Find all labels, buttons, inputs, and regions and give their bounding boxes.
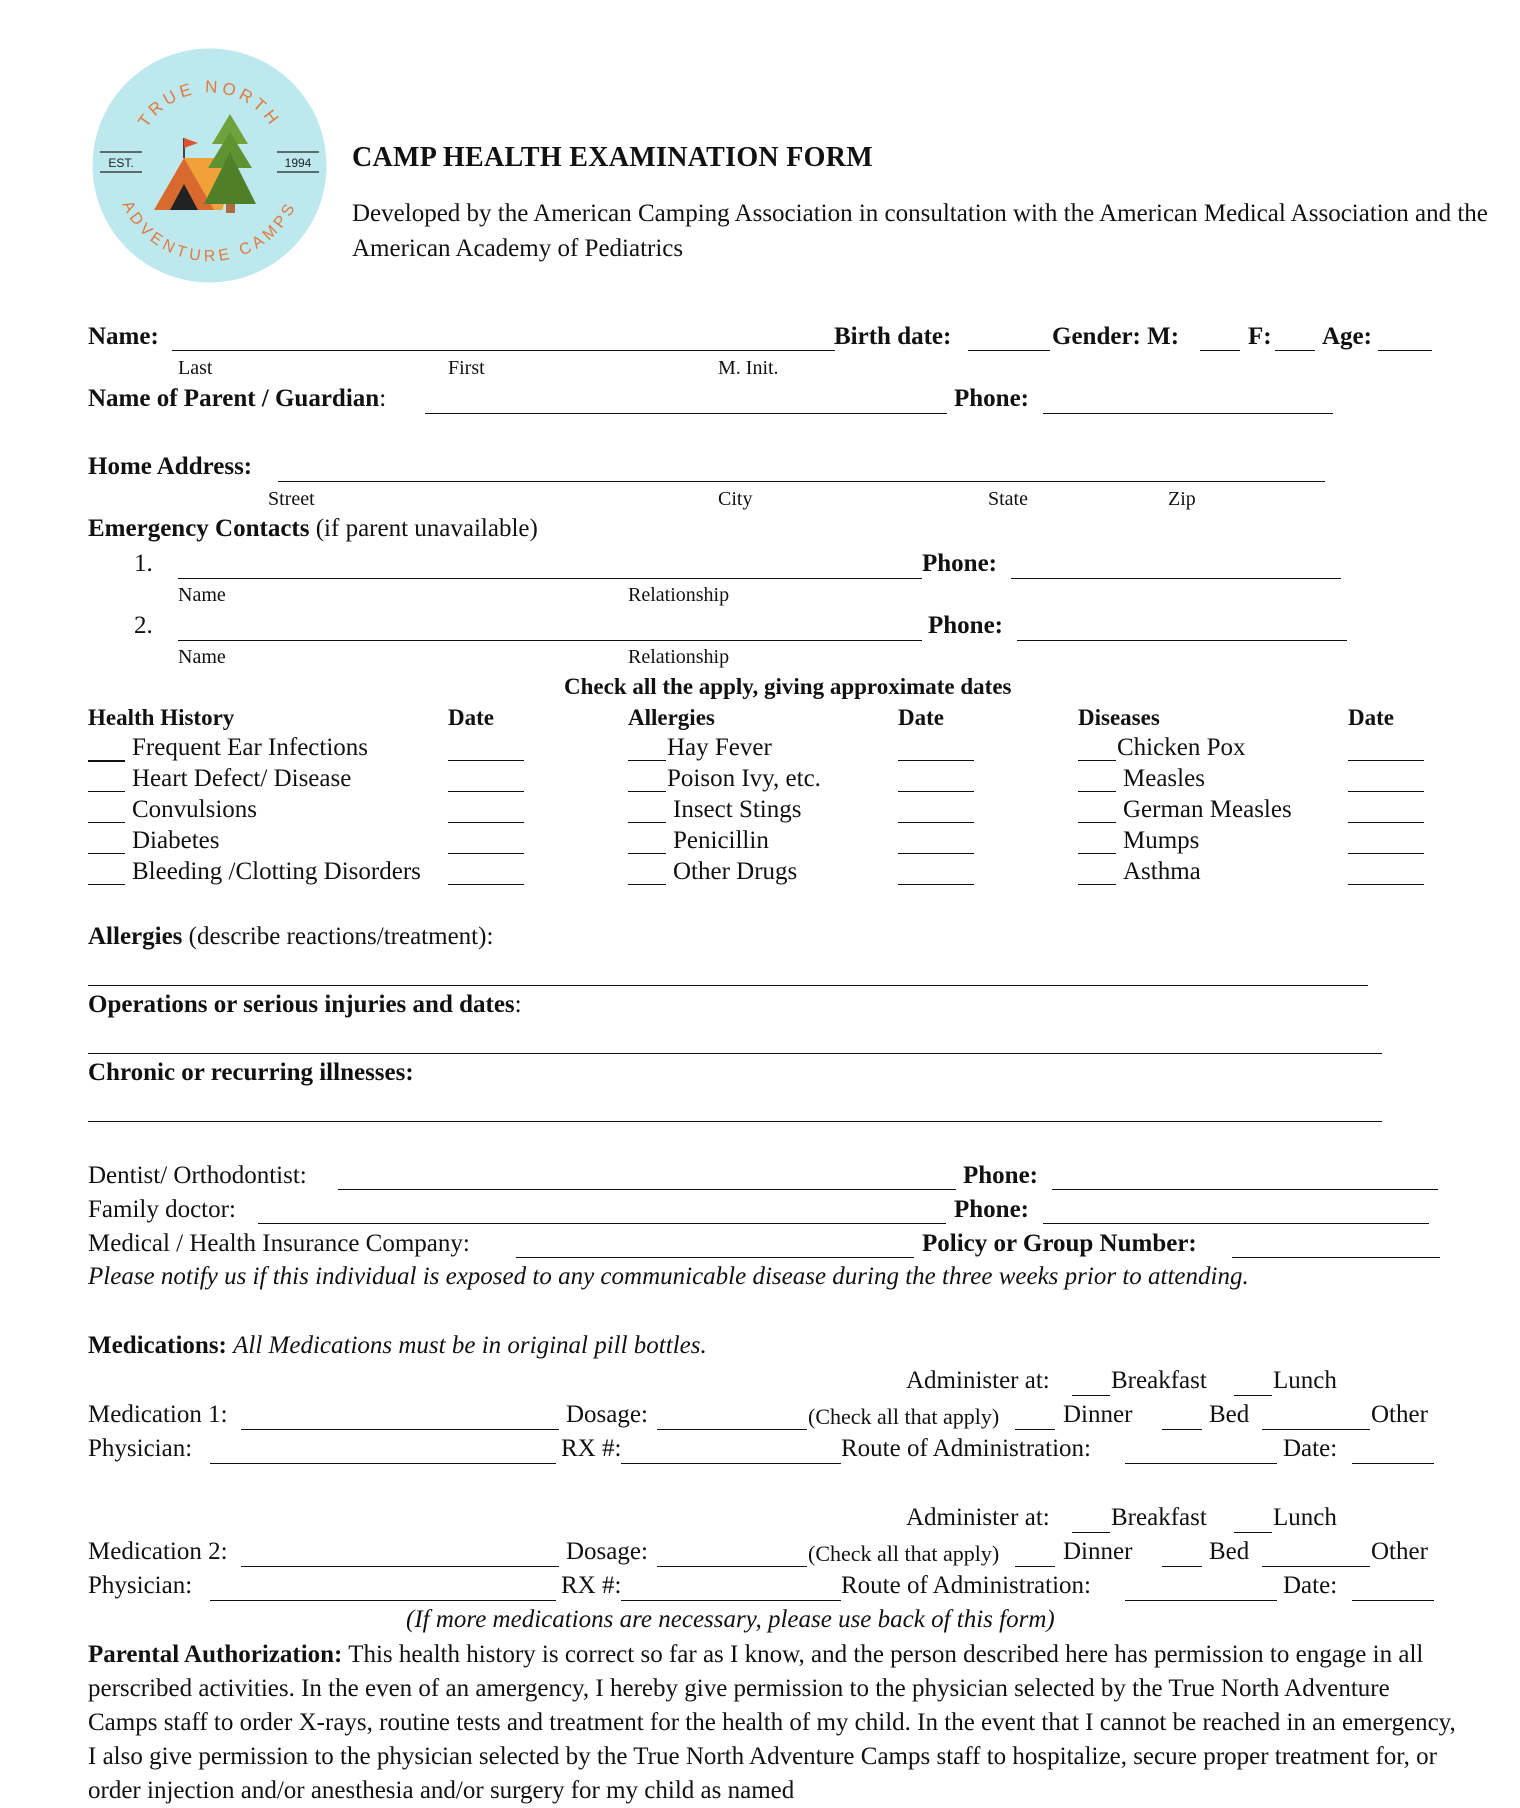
hh-check-3[interactable] [88,822,125,823]
ds-item-1: Chicken Pox [1117,734,1246,761]
sub-street: Street [268,488,315,510]
guardian-field[interactable] [425,413,947,414]
ds-date-3[interactable] [1348,822,1424,823]
health-history-heading: Health History [88,705,235,730]
ds-item-3: German Measles [1123,796,1292,823]
chronic-field[interactable] [88,1121,1382,1122]
med2-physician-label: Physician: [88,1572,193,1599]
med1-label: Medication 1: [88,1401,228,1428]
allergies-describe-field[interactable] [88,985,1368,986]
emergency-1-sub-relationship: Relationship [628,584,730,606]
al-date-3[interactable] [898,822,974,823]
hh-check-1[interactable] [88,760,125,762]
med2-dinner: Dinner [1063,1538,1133,1565]
home-address-label: Home Address: [88,453,253,480]
camp-logo [92,48,327,283]
allergies-date-heading: Date [898,705,944,730]
ds-check-2[interactable] [1078,791,1116,792]
hh-check-5[interactable] [88,884,125,885]
parental-authorization [88,1638,1458,1808]
al-item-3: Insect Stings [673,796,802,823]
ds-date-2[interactable] [1348,791,1424,792]
emergency-1-field[interactable] [178,578,922,579]
operations-label [88,990,522,1020]
logo-est: EST. [108,156,134,170]
med1-physician-field[interactable] [210,1463,556,1464]
med2-other: Other [1371,1538,1428,1565]
al-date-4[interactable] [898,853,974,854]
hh-date-2[interactable] [448,791,524,792]
med2-administer-label: Administer at: [906,1504,1050,1531]
guardian-phone-label: Phone: [954,385,1029,412]
emergency-1-phone-label: Phone: [922,550,997,577]
authorization-label: Parental Authorization: [88,1641,343,1668]
ds-date-5[interactable] [1348,884,1424,885]
med1-breakfast: Breakfast [1111,1367,1207,1394]
guardian-label-text: Name of Parent / Guardian [88,385,380,412]
logo-graphic [92,48,327,283]
chronic-label: Chronic or recurring illnesses: [88,1059,414,1086]
authorization-text: This health history is correct so far as I know, and the person described here has permission to engage in all perscribed activities. In the even of an amergency, I hereby give permission to the physician selected by the True North Adventure Camps staff to order X-rays, routine tests and treatment for the health of my child. In the event that I cannot be reached in an emergency, I also give permission to the physician selected by the True North Adventure Camps staff to hospitalize, secure proper treatment for, or order injection and/or anesthesia and/or surgery for my child as named [88,1641,1456,1804]
sub-state: State [988,488,1028,510]
emergency-1-phone-field[interactable] [1011,578,1341,579]
med1-physician-label: Physician: [88,1435,193,1462]
doctor-label: Family doctor: [88,1196,236,1223]
al-item-1: Hay Fever [667,734,772,761]
age-field[interactable] [1378,350,1432,351]
birth-date-label: Birth date: [834,323,952,350]
age-label: Age: [1322,323,1372,350]
med1-lunch-check[interactable] [1234,1395,1272,1396]
birth-date-field[interactable] [968,350,1050,351]
guardian-colon: : [379,385,387,412]
gender-female-label: F: [1248,323,1272,350]
emergency-contacts-label [88,514,538,544]
insurance-field[interactable] [516,1257,914,1258]
insurance-label: Medical / Health Insurance Company: [88,1230,470,1257]
hh-date-1[interactable] [448,760,524,761]
hh-check-2[interactable] [88,791,125,792]
med2-date-field[interactable] [1352,1600,1434,1601]
dentist-phone-field[interactable] [1052,1189,1438,1190]
operations-label-bold: Operations or serious injuries and dates [88,991,515,1018]
med2-dosage-label: Dosage: [566,1538,648,1565]
hh-item-3: Convulsions [132,796,258,823]
al-date-5[interactable] [898,884,974,885]
al-date-2[interactable] [898,791,974,792]
al-item-5: Other Drugs [673,858,798,885]
medications-label: Medications: [88,1332,227,1359]
sub-minit: M. Init. [718,357,779,379]
med1-administer-label: Administer at: [906,1367,1050,1394]
al-check-3[interactable] [628,822,666,823]
al-check-4[interactable] [628,853,666,854]
emergency-2-phone-label: Phone: [928,612,1003,639]
hh-item-5: Bleeding /Clotting Disorders [132,858,421,885]
med2-physician-field[interactable] [210,1600,556,1601]
ds-date-1[interactable] [1348,760,1424,761]
med1-lunch: Lunch [1273,1367,1337,1394]
med2-other-check[interactable] [1262,1566,1370,1567]
guardian-label [88,384,386,414]
emergency-2-sub-name: Name [178,646,226,668]
gender-label: Gender: M: [1052,323,1180,350]
home-address-field[interactable] [278,481,1325,482]
med2-dosage-field[interactable] [657,1566,807,1567]
emergency-2-field[interactable] [178,640,922,641]
health-history-date-heading: Date [448,705,494,730]
med1-dosage-field[interactable] [657,1429,807,1430]
emergency-note: (if parent unavailable) [309,515,538,542]
emergency-label-text: Emergency Contacts [88,515,310,542]
emergency-2-number: 2. [134,612,153,639]
dentist-phone-label: Phone: [963,1162,1038,1189]
med2-check-note: (Check all that apply) [808,1541,1000,1566]
doctor-phone-label: Phone: [954,1196,1029,1223]
operations-field[interactable] [88,1053,1382,1054]
more-medications-note: (If more medications are necessary, please use back of this form) [406,1606,1055,1633]
sub-city: City [718,488,753,510]
ds-item-5: Asthma [1123,858,1201,885]
diseases-date-heading: Date [1348,705,1394,730]
al-check-1[interactable] [628,760,666,761]
allergies-heading: Allergies [628,705,715,730]
med1-route-label: Route of Administration: [841,1435,1091,1462]
hh-item-2: Heart Defect/ Disease [132,765,352,792]
hh-date-3[interactable] [448,822,524,823]
doctor-field[interactable] [258,1223,946,1224]
med1-date-label: Date: [1283,1435,1338,1462]
med1-rx-label: RX #: [561,1435,622,1462]
ds-check-4[interactable] [1078,853,1116,854]
med1-check-note: (Check all that apply) [808,1404,1000,1429]
med2-breakfast: Breakfast [1111,1504,1207,1531]
med2-lunch-check[interactable] [1234,1532,1272,1533]
emergency-2-sub-relationship: Relationship [628,646,730,668]
communicable-notice: Please notify us if this individual is exposed to any communicable disease during the three weeks prior to attending. [88,1263,1249,1290]
medications-heading [88,1331,707,1361]
med1-bed-check[interactable] [1162,1429,1202,1430]
name-label: Name: [88,323,159,350]
al-check-5[interactable] [628,884,666,885]
med1-rx-field[interactable] [621,1463,841,1464]
ds-check-1[interactable] [1078,760,1116,761]
med2-rx-label: RX #: [561,1572,622,1599]
gender-female-field[interactable] [1275,350,1315,351]
med2-bed: Bed [1209,1538,1250,1565]
logo-year: 1994 [284,156,312,170]
hh-item-4: Diabetes [132,827,220,854]
med1-breakfast-check[interactable] [1072,1395,1110,1396]
ds-check-3[interactable] [1078,822,1116,823]
med1-date-field[interactable] [1352,1463,1434,1464]
checklist-instruction: Check all the apply, giving approximate dates [564,674,1012,699]
form-title: CAMP HEALTH EXAMINATION FORM [352,142,873,173]
sub-last: Last [178,357,213,379]
al-item-2: Poison Ivy, etc. [667,765,821,792]
hh-date-4[interactable] [448,853,524,854]
dentist-field[interactable] [338,1189,956,1190]
ds-date-4[interactable] [1348,853,1424,854]
med1-dinner: Dinner [1063,1401,1133,1428]
med2-label: Medication 2: [88,1538,228,1565]
sub-first: First [448,357,485,379]
med2-lunch: Lunch [1273,1504,1337,1531]
ds-item-4: Mumps [1123,827,1200,854]
med1-dosage-label: Dosage: [566,1401,648,1428]
name-field[interactable] [172,350,835,351]
gender-male-field[interactable] [1200,350,1240,351]
allergies-describe-label [88,922,493,952]
emergency-1-number: 1. [134,550,153,577]
al-check-2[interactable] [628,791,666,792]
med2-date-label: Date: [1283,1572,1338,1599]
med2-field[interactable] [241,1566,559,1567]
form-subtitle: Developed by the American Camping Association in consultation with the American Medical Association and the American Academy of Pediatrics [352,200,1488,262]
logo-top-text: TRUE NORTH [134,77,285,131]
med1-dinner-check[interactable] [1015,1429,1055,1430]
doctor-phone-field[interactable] [1043,1223,1429,1224]
med2-bed-check[interactable] [1162,1566,1202,1567]
operations-colon: : [514,991,522,1018]
policy-field[interactable] [1232,1257,1440,1258]
med2-breakfast-check[interactable] [1072,1532,1110,1533]
al-date-1[interactable] [898,760,974,761]
logo-bottom-text: ADVENTURE CAMPS [118,198,301,266]
med1-other: Other [1371,1401,1428,1428]
med2-dinner-check[interactable] [1015,1566,1055,1567]
allergies-describe-note: (describe reactions/treatment): [182,923,494,950]
sub-zip: Zip [1168,488,1196,510]
med1-field[interactable] [241,1429,559,1430]
med2-route-label: Route of Administration: [841,1572,1091,1599]
ds-check-5[interactable] [1078,884,1116,885]
hh-date-5[interactable] [448,884,524,885]
medications-note: All Medications must be in original pill bottles. [233,1332,707,1359]
guardian-phone-field[interactable] [1043,413,1333,414]
policy-label: Policy or Group Number: [922,1230,1197,1257]
allergies-describe-bold: Allergies [88,923,183,950]
med1-other-check[interactable] [1262,1429,1370,1430]
med2-route-field[interactable] [1125,1600,1277,1601]
ds-item-2: Measles [1123,765,1205,792]
hh-item-1: Frequent Ear Infections [132,734,369,761]
med1-bed: Bed [1209,1401,1250,1428]
emergency-1-sub-name: Name [178,584,226,606]
al-item-4: Penicillin [673,827,769,854]
emergency-2-phone-field[interactable] [1017,640,1347,641]
dentist-label: Dentist/ Orthodontist: [88,1162,307,1189]
hh-check-4[interactable] [88,853,125,854]
med2-rx-field[interactable] [621,1600,841,1601]
med1-route-field[interactable] [1125,1463,1277,1464]
diseases-heading: Diseases [1078,705,1160,730]
